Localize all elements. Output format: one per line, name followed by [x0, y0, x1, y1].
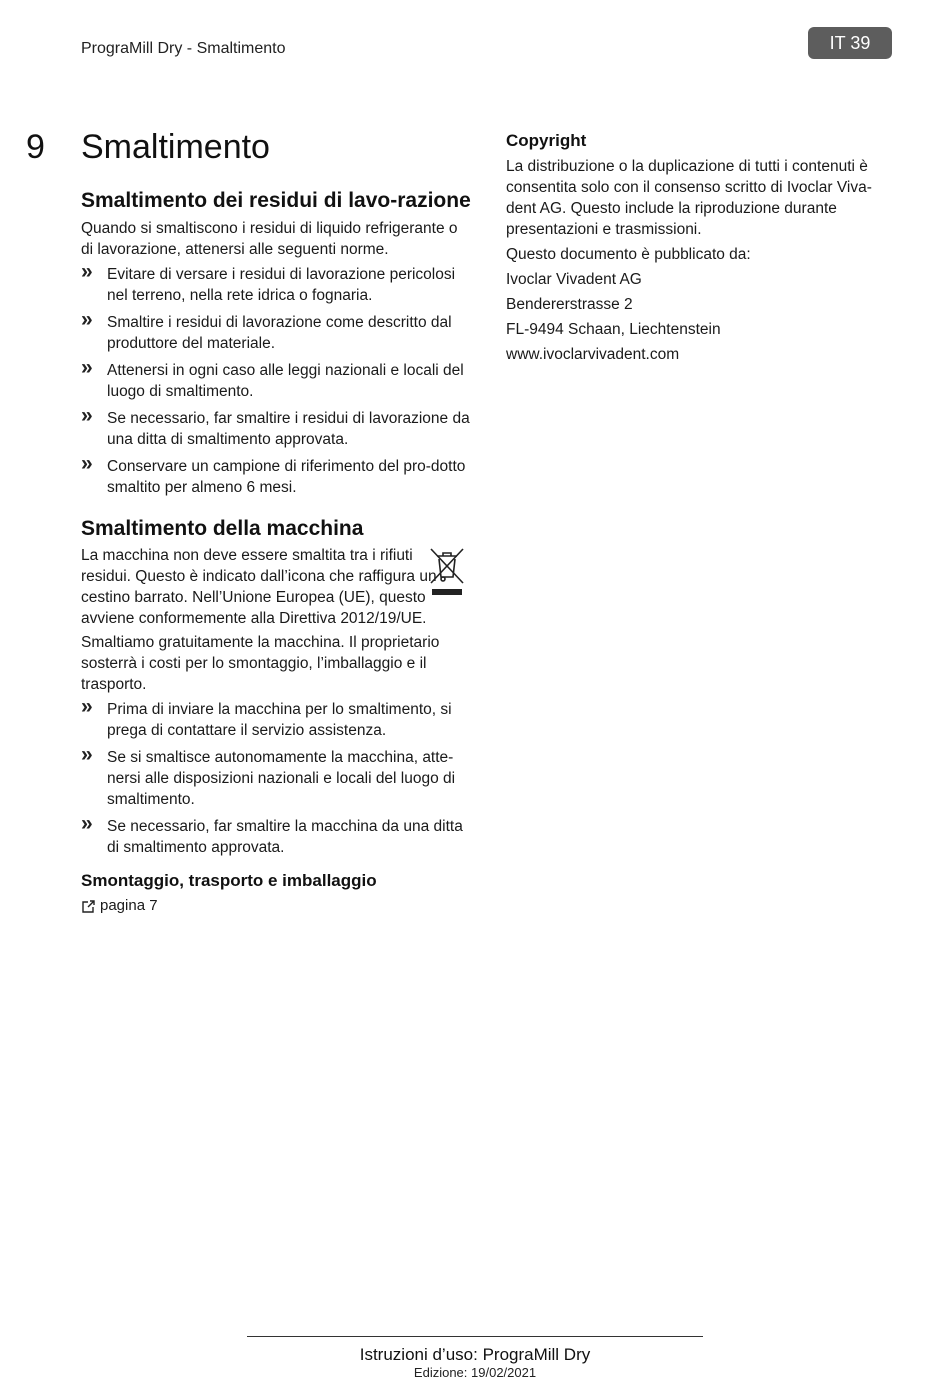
residues-section: [81, 188, 473, 498]
residues-heading: Smaltimento dei residui di lavo-razione: [81, 189, 471, 212]
double-chevron-icon: »: [81, 308, 93, 331]
double-chevron-icon: »: [81, 812, 93, 835]
chapter-title: Smaltimento: [81, 128, 270, 166]
list-item: » Prima di inviare la macchina per lo smaltimento, si prega di contattare il servizio assistenza.: [81, 695, 452, 739]
publisher-company: Ivoclar Vivadent AG: [506, 271, 642, 288]
list-item: » Attenersi in ogni caso alle leggi nazionali e locali del luogo di smaltimento.: [81, 356, 464, 400]
copyright-heading: Copyright: [506, 131, 587, 150]
double-chevron-icon: »: [81, 260, 93, 283]
machine-heading: Smaltimento della macchina: [81, 517, 364, 540]
double-chevron-icon: »: [81, 404, 93, 427]
transport-heading: Smontaggio, trasporto e imballaggio: [81, 871, 377, 890]
double-chevron-icon: »: [81, 356, 93, 379]
page-reference-link[interactable]: [81, 896, 473, 916]
residues-intro: Quando si smaltiscono i residui di liquido refrigerante o di lavorazione, attenersi alle seguenti norme.: [81, 220, 458, 258]
list-item: » Smaltire i residui di lavorazione come descritto dal produttore del materiale.: [81, 308, 452, 352]
machine-section: [81, 516, 473, 858]
transport-section: [81, 870, 473, 916]
crossed-out-bin-icon: [429, 547, 465, 597]
list-item: » Evitare di versare i residui di lavorazione pericolosi nel terreno, nella rete idrica o fognaria.: [81, 260, 456, 304]
page-reference-label[interactable]: pagina 7: [100, 897, 158, 914]
residues-list: [81, 260, 473, 498]
publisher-street: Bendererstrasse 2: [506, 296, 633, 313]
publisher-city: FL-9494 Schaan, Liechtenstein: [506, 321, 721, 338]
machine-paragraph-1: La macchina non deve essere smaltita tra i rifiuti residui. Questo è indicato dall’icona che raffigura un cestino barrato. Nell’Unione Europea (UE), questo avviene conformemente alla Direttiva 2012/19/UE.: [81, 547, 437, 627]
external-link-icon: [81, 899, 96, 914]
footer-divider: [247, 1336, 703, 1337]
list-item: » Se si smaltisce autonomamente la macchina, atte-nersi alle disposizioni nazionali e locali del luogo di smaltimento.: [81, 743, 456, 808]
machine-paragraph-2: Smaltiamo gratuitamente la macchina. Il proprietario sosterrà i costi per lo smontaggio, l’imballaggio e il trasporto.: [81, 634, 440, 693]
footer-edition: Edizione: 19/02/2021: [413, 1365, 537, 1379]
list-item: » Conservare un campione di riferimento del pro-dotto smaltito per almeno 6 mesi.: [81, 452, 466, 496]
publisher-intro: Questo documento è pubblicato da:: [506, 246, 751, 263]
running-header: PrograMill Dry - Smaltimento: [81, 40, 286, 57]
list-item: » Se necessario, far smaltire i residui di lavorazione da una ditta di smaltimento approvata.: [81, 404, 470, 448]
right-column: [506, 130, 896, 369]
page-number-badge: IT 39: [808, 27, 892, 59]
publisher-website[interactable]: www.ivoclarvivadent.com: [506, 346, 680, 363]
chapter-number: 9: [26, 128, 45, 166]
list-item: » Se necessario, far smaltire la macchina da una ditta di smaltimento approvata.: [81, 812, 463, 856]
machine-disposal-block: [81, 545, 473, 629]
double-chevron-icon: »: [81, 695, 93, 718]
double-chevron-icon: »: [81, 452, 93, 475]
footer-title: Istruzioni d’uso: PrograMill Dry: [359, 1345, 591, 1364]
left-column: [81, 188, 473, 916]
copyright-text: La distribuzione o la duplicazione di tutti i contenuti è consentita solo con il consenso scritto di Ivoclar Viva-dent AG. Questo include la riproduzione durante presentazioni e trasmissioni.: [506, 158, 872, 238]
machine-list: [81, 695, 473, 858]
double-chevron-icon: »: [81, 743, 93, 766]
